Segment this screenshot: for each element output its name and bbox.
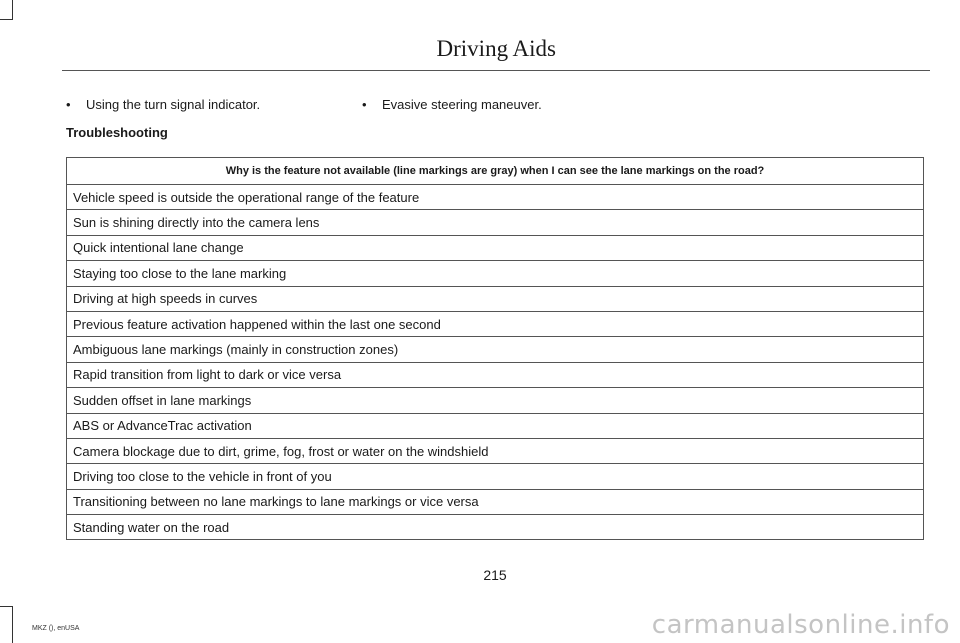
table-header-cell: Why is the feature not available (line markings are gray) when I can see the lane markings on the road? xyxy=(67,158,924,185)
bullet-marker: • xyxy=(66,97,71,112)
table-cell: Rapid transition from light to dark or vice versa xyxy=(67,362,924,387)
table-row xyxy=(67,515,924,540)
bullet-marker: • xyxy=(362,97,367,112)
table-row xyxy=(67,210,924,235)
header-divider xyxy=(62,70,930,71)
bullet-text: Evasive steering maneuver. xyxy=(382,97,542,112)
section-heading-troubleshooting: Troubleshooting xyxy=(66,125,168,140)
bullet-item-turn-signal xyxy=(66,97,260,112)
crop-mark-bottom-left-h xyxy=(0,606,13,607)
table-header-row xyxy=(67,158,924,185)
table-cell: Driving at high speeds in curves xyxy=(67,286,924,311)
table-row xyxy=(67,413,924,438)
table-cell: Staying too close to the lane marking xyxy=(67,261,924,286)
table-row xyxy=(67,388,924,413)
table-cell: Driving too close to the vehicle in front of you xyxy=(67,464,924,489)
bullet-text: Using the turn signal indicator. xyxy=(86,97,261,112)
table-row xyxy=(67,362,924,387)
crop-mark-top-left-v xyxy=(12,0,13,20)
page-number: 215 xyxy=(483,567,507,583)
footer-document-code: MKZ (), enUSA xyxy=(32,625,80,632)
table-cell: Vehicle speed is outside the operational range of the feature xyxy=(67,185,924,210)
table-row xyxy=(67,464,924,489)
table-row xyxy=(67,185,924,210)
table-cell: Quick intentional lane change xyxy=(67,235,924,260)
table-row xyxy=(67,489,924,514)
table-row xyxy=(67,438,924,463)
table-row xyxy=(67,337,924,362)
table-cell: Sun is shining directly into the camera lens xyxy=(67,210,924,235)
page-header-title: Driving Aids xyxy=(436,36,556,61)
table-cell: Sudden offset in lane markings xyxy=(67,388,924,413)
crop-mark-bottom-left-v xyxy=(12,606,13,643)
table-cell: ABS or AdvanceTrac activation xyxy=(67,413,924,438)
table-row xyxy=(67,235,924,260)
table-cell: Camera blockage due to dirt, grime, fog, frost or water on the windshield xyxy=(67,438,924,463)
table-cell: Transitioning between no lane markings to lane markings or vice versa xyxy=(67,489,924,514)
table-cell: Previous feature activation happened within the last one second xyxy=(67,311,924,336)
table-cell: Ambiguous lane markings (mainly in construction zones) xyxy=(67,337,924,362)
table-cell: Standing water on the road xyxy=(67,515,924,540)
table-row xyxy=(67,261,924,286)
bullet-item-evasive-steering xyxy=(362,97,542,112)
table-row xyxy=(67,286,924,311)
watermark: carmanualsonline.info xyxy=(651,610,950,640)
crop-mark-top-left-h xyxy=(0,19,13,20)
table-row xyxy=(67,311,924,336)
troubleshooting-table xyxy=(66,157,924,540)
